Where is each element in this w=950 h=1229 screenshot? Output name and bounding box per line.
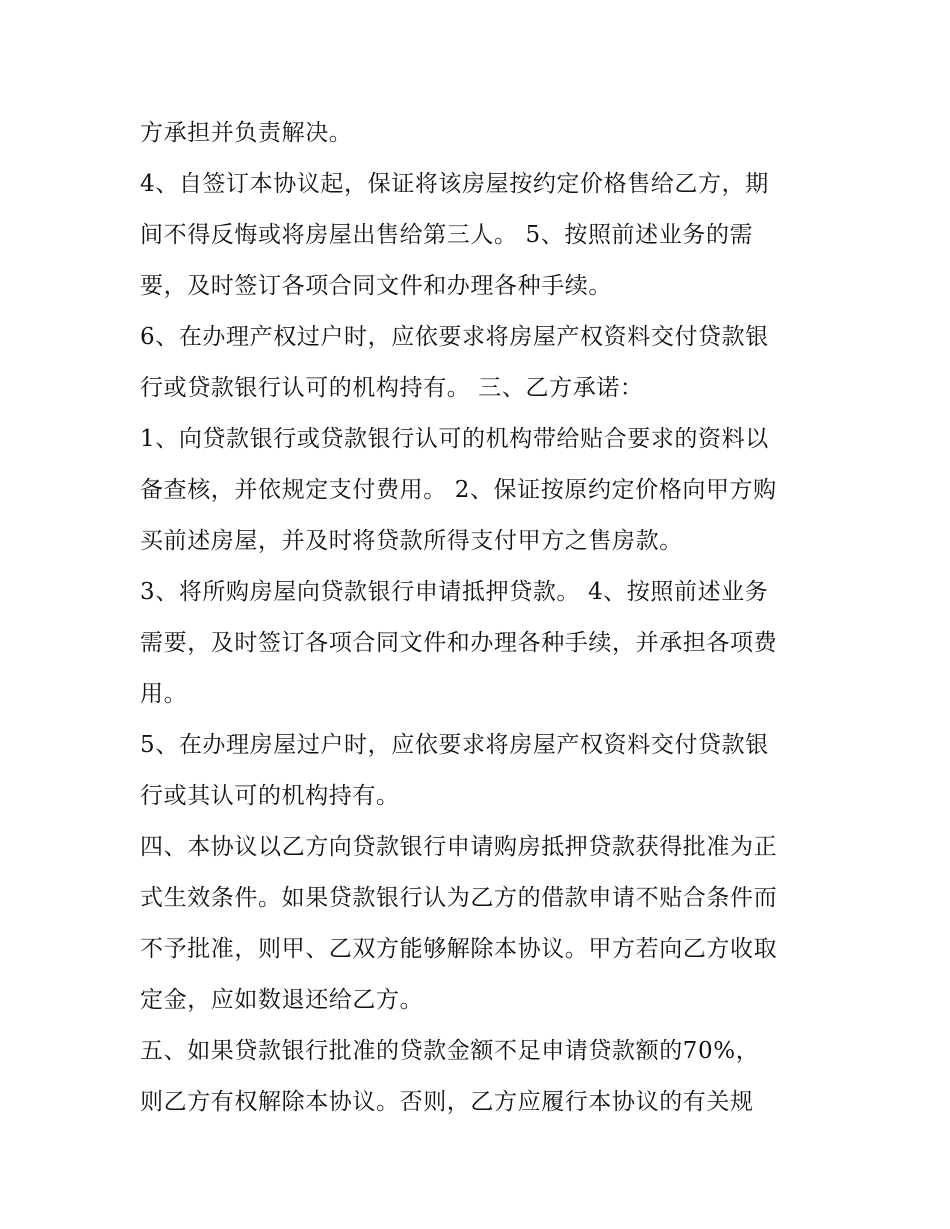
text-line: 买前述房屋，并及时将贷款所得支付甲方之售房款。 (140, 528, 683, 554)
text-line: 1、向贷款银行或贷款银行认可的机构带给贴合要求的资料以 (140, 426, 769, 452)
text-line: 五、如果贷款银行批准的贷款金额不足申请贷款额的70%， (140, 1038, 760, 1064)
text-line: 用。 (140, 681, 188, 707)
document-body (140, 108, 830, 1128)
text-line: 四、本协议以乙方向贷款银行申请购房抵押贷款获得批准为正 (140, 834, 778, 860)
text-line: 要，及时签订各项合同文件和办理各种手续。 (140, 273, 612, 299)
text-line: 5、在办理房屋过户时，应依要求将房屋产权资料交付贷款银 (140, 732, 769, 758)
text-line: 定金，应如数退还给乙方。 (140, 987, 424, 1013)
text-line: 需要，及时签订各项合同文件和办理各种手续，并承担各项费 (140, 630, 778, 656)
text-line: 6、在办理产权过户时，应依要求将房屋产权资料交付贷款银 (140, 324, 769, 350)
text-line: 则乙方有权解除本协议。否则，乙方应履行本协议的有关规 (140, 1089, 754, 1115)
text-line: 方承担并负责解决。 (140, 120, 353, 146)
text-line: 间不得反悔或将房屋出售给第三人。 5、按照前述业务的需 (140, 222, 754, 248)
text-line: 备查核，并依规定支付费用。 2、保证按原约定价格向甲方购 (140, 477, 777, 503)
text-line: 式生效条件。如果贷款银行认为乙方的借款申请不贴合条件而 (140, 885, 778, 911)
text-line: 行或贷款银行认可的机构持有。 三、乙方承诺： (140, 375, 644, 401)
text-line: 3、将所购房屋向贷款银行申请抵押贷款。 4、按照前述业务 (140, 579, 769, 605)
text-line: 4、自签订本协议起，保证将该房屋按约定价格售给乙方，期 (140, 171, 769, 197)
text-line: 不予批准，则甲、乙双方能够解除本协议。甲方若向乙方收取 (140, 936, 778, 962)
text-line: 行或其认可的机构持有。 (140, 783, 400, 809)
